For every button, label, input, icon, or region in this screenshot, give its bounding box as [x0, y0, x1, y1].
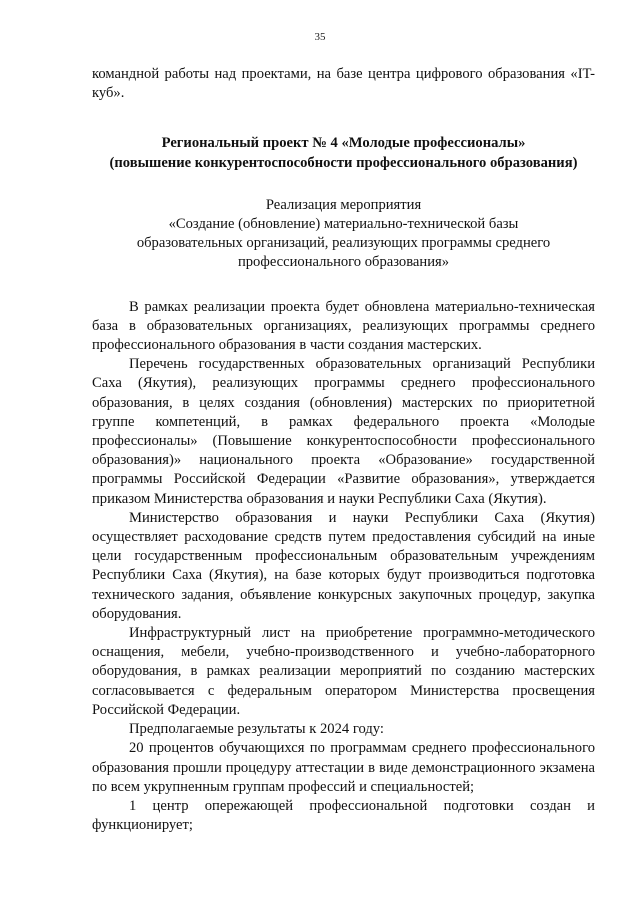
- heading-line-1: Региональный проект № 4 «Молодые профессионалы»: [161, 135, 526, 152]
- intro-line-2: куб».: [92, 85, 125, 102]
- paragraph: В рамках реализации проекта будет обновлена материально-техническая база в образовательных организациях, реализующих программы среднего профессионального образования в части создания мастерских.: [92, 298, 595, 354]
- intro-line-1: командной работы над проектами, на базе центра цифрового образования «IT-: [92, 66, 595, 82]
- subheading-line-4: профессионального образования»: [237, 254, 450, 271]
- heading-line-2: (повышение конкурентоспособности профессионального образования): [109, 154, 578, 171]
- section-heading: [92, 134, 595, 172]
- paragraph: Предполагаемые результаты к 2024 году:: [129, 721, 384, 738]
- event-subheading: [92, 196, 595, 273]
- page-content: [92, 65, 595, 835]
- paragraph: Перечень государственных образовательных организаций Республики Саха (Якутия), реализующих программы среднего профессионального образования, в целях создания (обновления) мастерских по приоритетной группе компетенций, в рамках федерального проекта «Молодые профессионалы» (Повышение конкурентоспособности профессионального образования)» национального проекта «Образование» государственной программы Российской Федерации «Развитие образования», утверждается приказом Министерства образования и науки Республики Саха (Якутия).: [92, 356, 595, 507]
- intro-paragraph: [92, 65, 595, 103]
- subheading-line-3: образовательных организаций, реализующих программы среднего: [136, 235, 551, 252]
- subheading-line-2: «Создание (обновление) материально-технической базы: [168, 216, 519, 233]
- paragraph: Министерство образования и науки Республики Саха (Якутия) осуществляет расходование средств путем предоставления субсидий на иные цели государственным профессиональным образовательным учреждениям Республики Саха (Якутия), на базе которых будут производиться подготовка технического задания, объявление конкурсных закупочных процедур, закупка оборудования.: [92, 509, 595, 622]
- body-text: [92, 298, 595, 836]
- paragraph: Инфраструктурный лист на приобретение программно-методического оснащения, мебели, учебно-производственного и учебно-лабораторного оборудования, в рамках реализации мероприятий по созданию мастерских согласовывается с федеральным оператором Министерства просвещения Российской Федерации.: [92, 625, 595, 718]
- paragraph: 20 процентов обучающихся по программам среднего профессионального образования прошли процедуру аттестации в виде демонстрационного экзамена по всем укрупненным группам профессий и специальностей;: [92, 740, 595, 795]
- paragraph: 1 центр опережающей профессиональной подготовки создан и функционирует;: [92, 797, 595, 834]
- page-number: 35: [314, 31, 326, 43]
- subheading-line-1: Реализация мероприятия: [265, 196, 422, 213]
